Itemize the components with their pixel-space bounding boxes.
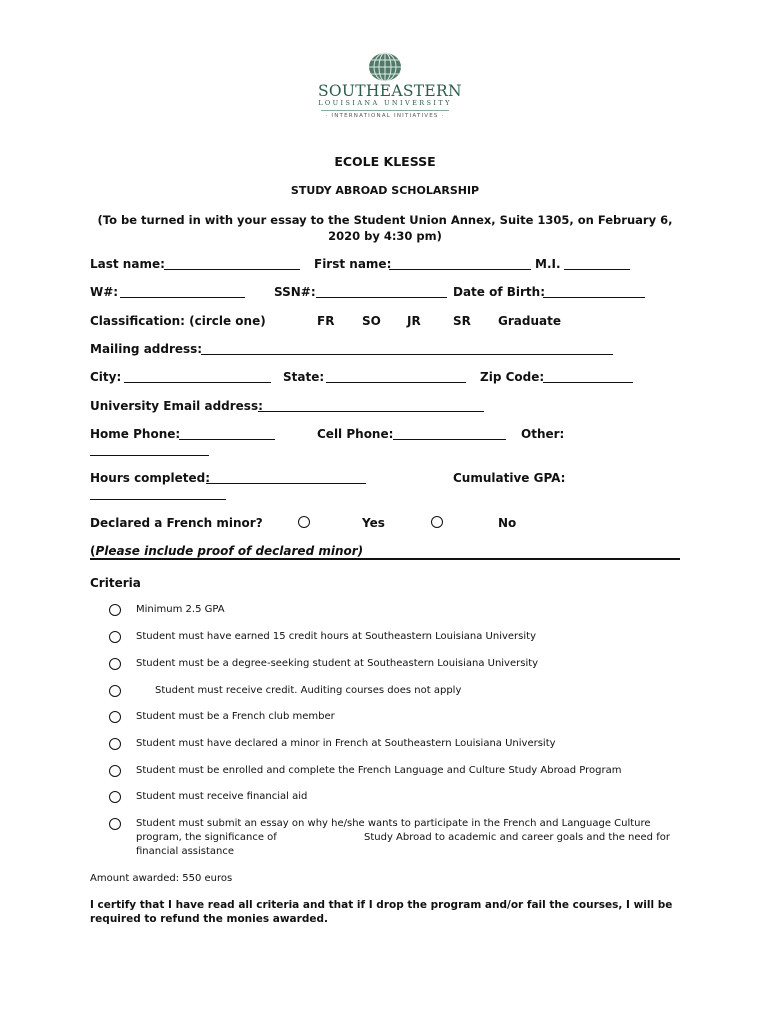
logo-name: SOUTHEASTERN: [318, 82, 462, 100]
criteria-checkbox[interactable]: [109, 604, 121, 616]
minor-note-paren: (: [90, 544, 96, 558]
criteria-item-essay-line-3: financial assistance: [136, 846, 235, 857]
cell-phone-field[interactable]: [393, 427, 506, 440]
mailing-address-label: Mailing address:: [90, 342, 203, 356]
city-field[interactable]: [124, 370, 271, 383]
state-label: State:: [283, 370, 325, 384]
state-field[interactable]: [326, 370, 466, 383]
form-title: ECOLE KLESSE: [334, 154, 436, 169]
minor-proof-note: [90, 543, 363, 559]
section-divider: [90, 558, 680, 560]
submission-instructions: (To be turned in with your essay to the Student Union Annex, Suite 1305, on February 6, 2020 by 4:30 pm): [97, 213, 673, 243]
minor-no-radio[interactable]: [431, 516, 443, 528]
email-field[interactable]: [258, 399, 484, 412]
criteria-heading: Criteria: [90, 576, 141, 590]
class-option-fr[interactable]: FR: [317, 314, 335, 328]
class-option-so[interactable]: SO: [362, 314, 381, 328]
hours-completed-field[interactable]: [206, 471, 366, 484]
criteria-checkbox[interactable]: [109, 711, 121, 723]
mailing-address-field[interactable]: [201, 342, 613, 355]
criteria-item: Student must have declared a minor in French at Southeastern Louisiana University: [136, 738, 556, 749]
criteria-item: Student must be enrolled and complete the French Language and Culture Study Abroad Program: [136, 765, 622, 776]
criteria-item-essay-line-2a: program, the significance of: [136, 832, 277, 843]
logo-subtitle: LOUISIANA UNIVERSITY: [318, 99, 452, 107]
class-option-graduate[interactable]: Graduate: [498, 314, 561, 328]
criteria-item: Minimum 2.5 GPA: [136, 604, 225, 615]
university-logo: [318, 52, 462, 130]
criteria-item: Student must receive financial aid: [136, 791, 308, 802]
criteria-checkbox[interactable]: [109, 658, 121, 670]
other-phone-field[interactable]: [90, 443, 209, 456]
middle-initial-field[interactable]: [564, 257, 630, 270]
criteria-item: Student must have earned 15 credit hours at Southeastern Louisiana University: [136, 631, 536, 642]
criteria-item: Student must be a degree-seeking student at Southeastern Louisiana University: [136, 658, 539, 669]
ssn-field[interactable]: [316, 285, 447, 298]
logo-divider: [321, 110, 449, 111]
amount-awarded: Amount awarded: 550 euros: [90, 873, 233, 884]
minor-note-text: Please include proof of declared minor): [95, 544, 364, 558]
first-name-label: First name:: [314, 257, 392, 271]
date-of-birth-label: Date of Birth:: [453, 285, 546, 299]
logo-tagline: · INTERNATIONAL INITIATIVES ·: [325, 113, 445, 119]
hours-completed-label: Hours completed:: [90, 471, 211, 485]
criteria-item-essay-line-1: Student must submit an essay on why he/she wants to participate in the French and Language Culture: [136, 818, 651, 829]
ssn-label: SSN#:: [274, 285, 316, 299]
last-name-field[interactable]: [164, 257, 300, 270]
criteria-item-essay-line-2b: Study Abroad to academic and career goals and the need for: [364, 832, 670, 843]
criteria-checkbox[interactable]: [109, 791, 121, 803]
minor-yes-label: Yes: [362, 516, 385, 530]
cumulative-gpa-label: Cumulative GPA:: [453, 471, 566, 485]
criteria-item: Student must receive credit. Auditing courses does not apply: [155, 685, 462, 696]
home-phone-field[interactable]: [179, 427, 275, 440]
criteria-checkbox[interactable]: [109, 685, 121, 697]
middle-initial-label: M.I.: [535, 257, 561, 271]
email-label: University Email address:: [90, 399, 263, 413]
class-option-sr[interactable]: SR: [453, 314, 471, 328]
class-option-jr[interactable]: JR: [407, 314, 421, 328]
w-number-label: W#:: [90, 285, 119, 299]
cell-phone-label: Cell Phone:: [317, 427, 394, 441]
city-label: City:: [90, 370, 122, 384]
criteria-checkbox[interactable]: [109, 631, 121, 643]
last-name-label: Last name:: [90, 257, 165, 271]
date-of-birth-field[interactable]: [543, 285, 645, 298]
w-number-field[interactable]: [120, 285, 245, 298]
first-name-field[interactable]: [389, 257, 531, 270]
minor-yes-radio[interactable]: [298, 516, 310, 528]
minor-no-label: No: [498, 516, 517, 530]
criteria-checkbox[interactable]: [109, 818, 121, 830]
cumulative-gpa-field[interactable]: [90, 487, 226, 500]
criteria-item: Student must be a French club member: [136, 711, 335, 722]
classification-label: Classification: (circle one): [90, 314, 266, 328]
home-phone-label: Home Phone:: [90, 427, 181, 441]
criteria-checkbox[interactable]: [109, 738, 121, 750]
other-phone-label: Other:: [521, 427, 565, 441]
zip-code-field[interactable]: [543, 370, 633, 383]
globe-icon: [367, 52, 403, 82]
criteria-checkbox[interactable]: [109, 765, 121, 777]
french-minor-question: Declared a French minor?: [90, 516, 263, 530]
form-subtitle: STUDY ABROAD SCHOLARSHIP: [290, 184, 480, 197]
zip-code-label: Zip Code:: [480, 370, 545, 384]
certification-statement: I certify that I have read all criteria and that if I drop the program and/or fail the courses, I will be required to refund the monies awarded.: [90, 899, 673, 925]
